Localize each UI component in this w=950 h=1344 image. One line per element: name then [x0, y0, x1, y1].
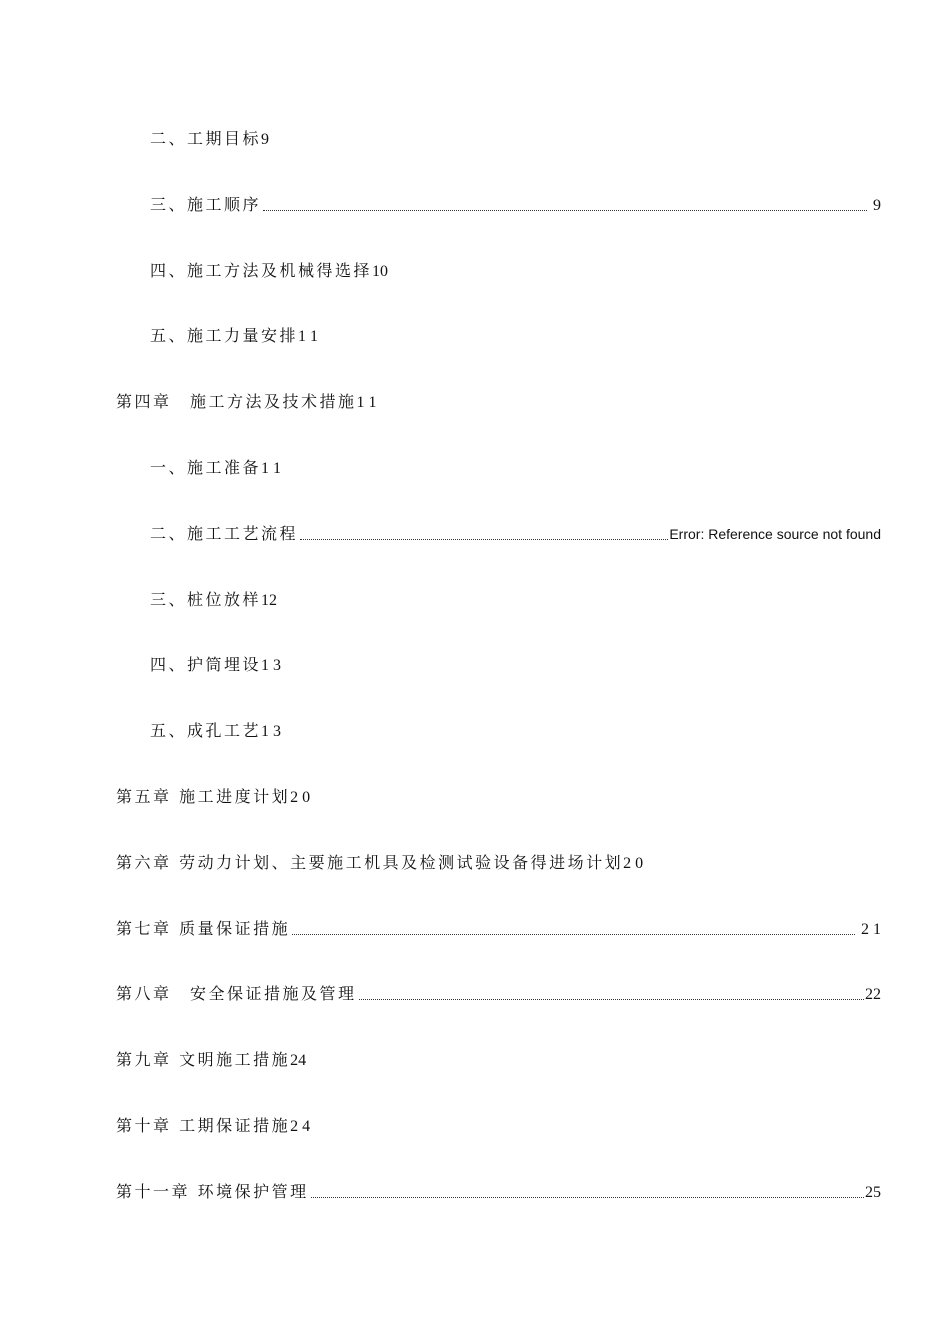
- toc-dot-leader: [292, 934, 855, 935]
- toc-entry-page: 1 1: [261, 460, 282, 477]
- toc-entry-page: 2 1: [861, 921, 881, 938]
- toc-entry-page: 10: [372, 263, 389, 280]
- toc-entry-title: 一、施工准备: [150, 458, 262, 477]
- toc-entry[interactable]: [150, 455, 881, 479]
- toc-entry[interactable]: [116, 1113, 881, 1137]
- toc-entry[interactable]: [116, 1179, 881, 1203]
- toc-entry-title: 第十章 工期保证措施: [116, 1116, 291, 1135]
- toc-dot-leader: [263, 210, 867, 211]
- toc-entry-page: 12: [261, 592, 278, 609]
- toc-entry-page: 24: [290, 1052, 307, 1069]
- toc-entry-page-error: Error: Reference source not found: [669, 526, 881, 542]
- toc-entry[interactable]: [150, 652, 881, 676]
- toc-entry-title: 四、施工方法及机械得选择: [150, 261, 373, 280]
- toc-entry-title: 二、工期目标: [150, 129, 262, 148]
- toc-entry-title: 第九章 文明施工措施: [116, 1050, 291, 1069]
- toc-entry-page: 2 0: [623, 855, 644, 872]
- toc-entry-title: 第四章 施工方法及技术措施: [116, 392, 357, 411]
- toc-dot-leader: [359, 999, 864, 1000]
- toc-entry[interactable]: [150, 521, 881, 545]
- toc-dot-leader: [311, 1197, 864, 1198]
- toc-entry-title: 第十一章 环境保护管理: [116, 1182, 309, 1201]
- toc-entry-page: 25: [865, 1184, 881, 1201]
- toc-entry-page: 1 3: [261, 657, 282, 674]
- toc-entry-page: 22: [865, 986, 881, 1003]
- toc-entry[interactable]: [150, 192, 881, 216]
- toc-entry-page: 1 1: [356, 394, 377, 411]
- toc-entry[interactable]: [150, 587, 881, 611]
- toc-entry-page: 2 0: [290, 789, 311, 806]
- toc-entry[interactable]: [150, 718, 881, 742]
- toc-entry[interactable]: [116, 1047, 881, 1071]
- toc-dot-leader: [300, 539, 668, 540]
- toc-entry-page: 9: [873, 197, 881, 214]
- toc-entry-page: 1 3: [261, 723, 282, 740]
- toc-entry-title: 二、施工工艺流程: [150, 524, 299, 543]
- toc-entry-title: 第六章 劳动力计划、主要施工机具及检测试验设备得进场计划: [116, 853, 624, 872]
- toc-entry-page: 2 4: [290, 1118, 311, 1135]
- toc-entry-title: 五、成孔工艺: [150, 721, 262, 740]
- toc-entry-page: 1 1: [298, 328, 319, 345]
- toc-entry-title: 第八章 安全保证措施及管理: [116, 984, 357, 1003]
- toc-entry-title: 五、施工力量安排: [150, 326, 299, 345]
- toc-entry-page: 9: [261, 131, 270, 148]
- toc-entry-title: 第七章 质量保证措施: [116, 919, 291, 938]
- toc-entry-title: 四、护筒埋设: [150, 655, 262, 674]
- toc-entry-title: 三、桩位放样: [150, 590, 262, 609]
- toc-entry[interactable]: [150, 126, 881, 150]
- toc-entry[interactable]: [116, 916, 881, 940]
- toc-entry[interactable]: [116, 850, 881, 874]
- toc-entry[interactable]: [150, 323, 881, 347]
- toc-entry[interactable]: [116, 981, 881, 1005]
- toc-entry-title: 三、施工顺序: [150, 195, 262, 214]
- toc-entry[interactable]: [116, 784, 881, 808]
- toc-entry[interactable]: [116, 389, 881, 413]
- toc-entry-title: 第五章 施工进度计划: [116, 787, 291, 806]
- toc-entry[interactable]: [150, 258, 881, 282]
